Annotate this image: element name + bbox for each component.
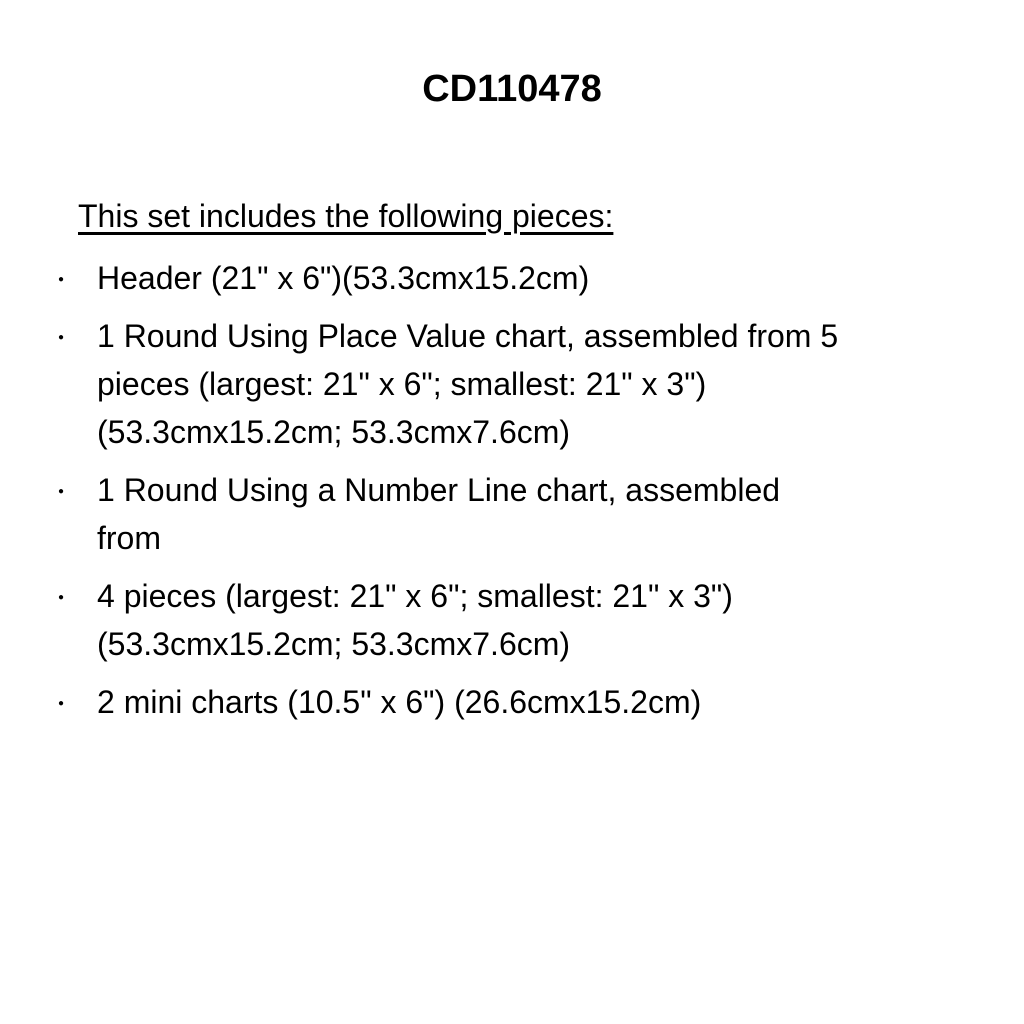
bullet-icon: ● [58,332,65,343]
item-text: pieces (largest: 21" x 6"; smallest: 21" x 3") [97,366,707,402]
bullet-icon: ● [58,274,65,285]
item-text: (53.3cmx15.2cm; 53.3cmx7.6cm) [97,626,571,662]
item-text: 4 pieces (largest: 21" x 6"; smallest: 21" x 3") [97,578,733,614]
item-text: 2 mini charts (10.5" x 6") (26.6cmx15.2cm) [97,684,702,720]
item-text: 1 Round Using a Number Line chart, assembled [97,472,781,508]
item-text: (53.3cmx15.2cm; 53.3cmx7.6cm) [97,414,571,450]
list-item [0,254,838,302]
bullet-icon: ● [58,698,65,709]
bullet-icon: ● [58,592,65,603]
pieces-list [0,254,838,736]
intro-heading: This set includes the following pieces: [78,198,614,234]
item-text: 1 Round Using Place Value chart, assembled from 5 [97,318,839,354]
list-item [0,678,838,726]
list-item [0,466,838,562]
list-item [0,572,838,668]
list-item [0,312,838,456]
item-text: Header (21" x 6")(53.3cmx15.2cm) [97,260,590,296]
bullet-icon: ● [58,486,65,497]
item-text: from [97,520,161,556]
page-title: CD110478 [422,68,602,110]
